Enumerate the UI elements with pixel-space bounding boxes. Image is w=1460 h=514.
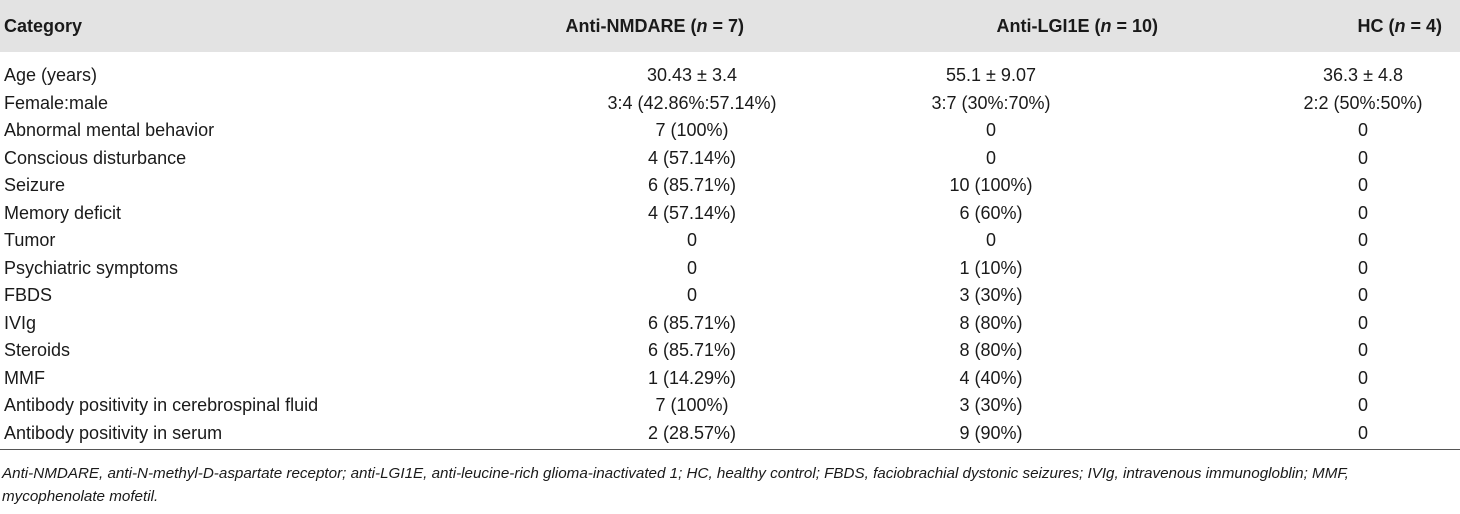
table-row bbox=[0, 420, 1460, 450]
category-cell: Seizure bbox=[4, 175, 66, 196]
header-category: Category bbox=[4, 15, 83, 36]
category-cell: Tumor bbox=[4, 230, 56, 251]
category-cell: Steroids bbox=[4, 340, 71, 361]
header-anti-lgi1e-count: = 10) bbox=[1111, 15, 1158, 36]
anti-lgi1e-value-cell: 9 (90%) bbox=[830, 420, 1280, 450]
category-cell: FBDS bbox=[4, 285, 53, 306]
anti-lgi1e-value-cell: 0 bbox=[985, 147, 996, 168]
hc-value-cell: 2:2 (50%:50%) bbox=[1303, 92, 1423, 113]
anti-lgi1e-value-cell: 6 (60%) bbox=[959, 202, 1023, 223]
category-cell: MMF bbox=[4, 367, 45, 388]
anti-nmdare-value-cell: 7 (100%) bbox=[655, 120, 729, 141]
anti-nmdare-value-cell: 30.43 ± 3.4 bbox=[647, 65, 737, 86]
header-hc-count: = 4) bbox=[1405, 15, 1442, 36]
header-anti-nmdare bbox=[430, 0, 830, 52]
anti-lgi1e-value-cell: 3 (30%) bbox=[959, 395, 1023, 416]
table-row bbox=[0, 117, 1460, 145]
category-cell: Age (years) bbox=[4, 65, 98, 86]
category-cell: Memory deficit bbox=[4, 202, 122, 223]
anti-lgi1e-value-cell: 0 bbox=[985, 230, 996, 251]
anti-nmdare-value-cell: 4 (57.14%) bbox=[647, 147, 737, 168]
header-anti-lgi1e bbox=[830, 0, 1280, 52]
anti-lgi1e-value-cell: 1 (10%) bbox=[959, 257, 1023, 278]
table-row bbox=[0, 62, 1460, 90]
hc-value-cell: 0 bbox=[1357, 120, 1368, 141]
hc-value-cell: 0 bbox=[1357, 257, 1368, 278]
category-cell: Antibody positivity in serum bbox=[0, 420, 430, 450]
anti-nmdare-value-cell: 3:4 (42.86%:57.14%) bbox=[607, 92, 777, 113]
hc-value-cell: 0 bbox=[1357, 230, 1368, 251]
table-row bbox=[0, 90, 1460, 118]
header-anti-lgi1e-label: Anti-LGI1E ( bbox=[996, 15, 1101, 36]
hc-value-cell: 0 bbox=[1357, 312, 1368, 333]
table-row bbox=[0, 282, 1460, 310]
anti-lgi1e-value-cell: 8 (80%) bbox=[959, 340, 1023, 361]
table-body bbox=[0, 52, 1460, 449]
anti-nmdare-value-cell: 6 (85.71%) bbox=[647, 312, 737, 333]
table-row bbox=[0, 172, 1460, 200]
hc-value-cell: 0 bbox=[1357, 202, 1368, 223]
category-cell: Antibody positivity in cerebrospinal fluid bbox=[4, 395, 319, 416]
anti-nmdare-value-cell: 4 (57.14%) bbox=[647, 202, 737, 223]
hc-value-cell: 0 bbox=[1357, 285, 1368, 306]
hc-value-cell: 0 bbox=[1280, 420, 1460, 450]
category-cell: IVIg bbox=[4, 312, 37, 333]
table-spacer-row bbox=[0, 52, 1460, 62]
anti-lgi1e-value-cell: 10 (100%) bbox=[949, 175, 1033, 196]
anti-nmdare-value-cell: 0 bbox=[686, 257, 697, 278]
hc-value-cell: 0 bbox=[1357, 147, 1368, 168]
header-anti-nmdare-n: n bbox=[696, 15, 708, 36]
table-row bbox=[0, 310, 1460, 338]
anti-lgi1e-value-cell: 8 (80%) bbox=[959, 312, 1023, 333]
anti-lgi1e-value-cell: 0 bbox=[985, 120, 996, 141]
header-hc bbox=[1280, 0, 1460, 52]
anti-nmdare-value-cell: 1 (14.29%) bbox=[647, 367, 737, 388]
table-row bbox=[0, 392, 1460, 420]
anti-nmdare-value-cell: 2 (28.57%) bbox=[430, 420, 830, 450]
header-hc-label: HC ( bbox=[1357, 15, 1395, 36]
anti-lgi1e-value-cell: 3 (30%) bbox=[959, 285, 1023, 306]
header-anti-lgi1e-n: n bbox=[1100, 15, 1112, 36]
anti-nmdare-value-cell: 0 bbox=[686, 230, 697, 251]
hc-value-cell: 0 bbox=[1357, 395, 1368, 416]
table-row bbox=[0, 145, 1460, 173]
anti-nmdare-value-cell: 7 (100%) bbox=[655, 395, 729, 416]
anti-lgi1e-value-cell: 4 (40%) bbox=[959, 367, 1023, 388]
category-cell: Female:male bbox=[4, 92, 109, 113]
table-row bbox=[0, 200, 1460, 228]
table-row bbox=[0, 227, 1460, 255]
anti-lgi1e-value-cell: 3:7 (30%:70%) bbox=[931, 92, 1051, 113]
table-footnote: Anti-NMDARE, anti-N-methyl-D-aspartate receptor; anti-LGI1E, anti-leucine-rich glioma-inactivated 1; HC, healthy control; FBDS, faciobrachial dystonic seizures; IVIg, intravenous immunogloblin; MMF, mycophenolate mofetil. bbox=[2, 465, 1349, 505]
header-hc-n: n bbox=[1394, 15, 1406, 36]
table-header-row bbox=[0, 0, 1460, 52]
hc-value-cell: 0 bbox=[1357, 340, 1368, 361]
header-anti-nmdare-count: = 7) bbox=[707, 15, 744, 36]
anti-nmdare-value-cell: 6 (85.71%) bbox=[647, 175, 737, 196]
hc-value-cell: 0 bbox=[1357, 175, 1368, 196]
hc-value-cell: 0 bbox=[1357, 367, 1368, 388]
category-cell: Abnormal mental behavior bbox=[4, 120, 215, 141]
table-row bbox=[0, 337, 1460, 365]
header-anti-nmdare-label: Anti-NMDARE ( bbox=[565, 15, 697, 36]
table-row bbox=[0, 255, 1460, 283]
anti-nmdare-value-cell: 6 (85.71%) bbox=[647, 340, 737, 361]
anti-lgi1e-value-cell: 55.1 ± 9.07 bbox=[946, 65, 1036, 86]
hc-value-cell: 36.3 ± 4.8 bbox=[1323, 65, 1403, 86]
category-cell: Psychiatric symptoms bbox=[4, 257, 179, 278]
anti-nmdare-value-cell: 0 bbox=[686, 285, 697, 306]
table-row bbox=[0, 365, 1460, 393]
category-cell: Conscious disturbance bbox=[4, 147, 187, 168]
